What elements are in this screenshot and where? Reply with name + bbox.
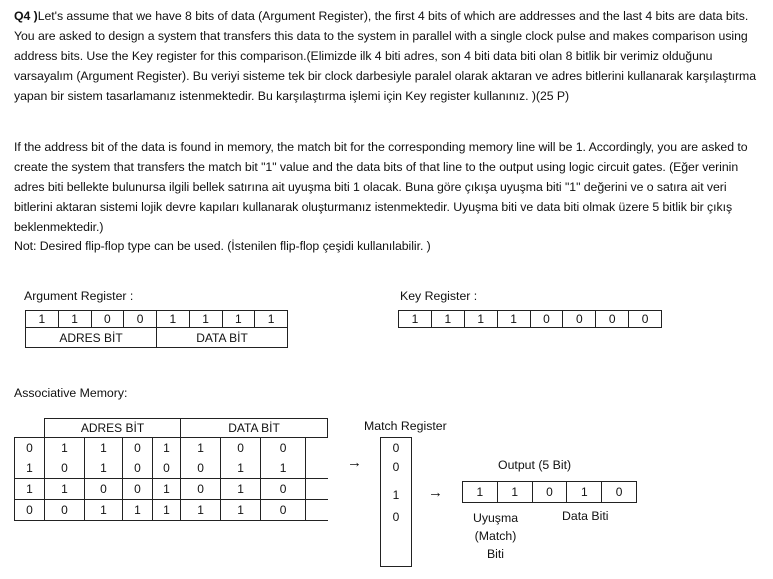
- argument-bit: 1: [157, 311, 190, 328]
- match-value: 1: [392, 488, 400, 502]
- match-value: 0: [392, 510, 400, 524]
- memory-data-header: DATA BİT: [181, 419, 328, 438]
- memory-flag-bit: 1: [15, 458, 45, 479]
- memory-bit: 0: [45, 500, 85, 521]
- argument-bit: 1: [222, 311, 255, 328]
- memory-flag-bit: 0: [15, 500, 45, 521]
- memory-bit: 1: [181, 500, 221, 521]
- memory-bit: 1: [181, 438, 221, 459]
- memory-bit: 0: [123, 479, 153, 500]
- memory-bit: 1: [221, 479, 261, 500]
- output-label: Output (5 Bit): [498, 458, 572, 472]
- question-paragraph-1: [14, 6, 762, 106]
- memory-bit: 1: [85, 500, 123, 521]
- memory-bit: 1: [221, 458, 261, 479]
- memory-bit: 1: [123, 500, 153, 521]
- argument-data-header: DATA BİT: [157, 328, 288, 348]
- key-bit: 0: [629, 311, 662, 328]
- match-to-output-arrow-icon: →: [428, 484, 443, 501]
- memory-row: [15, 479, 328, 500]
- memory-address-header: ADRES BİT: [45, 419, 181, 438]
- associative-memory-label: Associative Memory:: [14, 386, 128, 400]
- memory-row: [15, 458, 328, 479]
- output-bit: 0: [532, 482, 567, 503]
- memory-flag-bit: 0: [15, 438, 45, 459]
- key-bit: 0: [530, 311, 563, 328]
- output-bit: 0: [602, 482, 637, 503]
- memory-bit: 1: [85, 438, 123, 459]
- argument-bit: 0: [124, 311, 157, 328]
- data-bit-caption: Data Biti: [562, 509, 609, 523]
- memory-bit: 1: [153, 500, 181, 521]
- memory-bit: 0: [181, 458, 221, 479]
- memory-spacer: [306, 500, 328, 521]
- key-bit: 0: [596, 311, 629, 328]
- key-bit: 0: [563, 311, 596, 328]
- question-paragraph-2: If the address bit of the data is found in memory, the match bit for the corresponding memory line will be 1. Accordingly, you are asked to create the system that transfers the match bit "1" value and the data bits of that line to the output using logic circuit gates. (Eğer verinin adres biti bellekte bulunursa ilgili bellek satırına ait uyuşma biti 1 olacak. Buna göre çıkışa uyuşma biti "1" değerini ve o satıra ait veri bitlerini aktaran sistemi lojik devre kapıları kullanarak oluşturmanız istenmektedir. Uyuşma biti ve data biti olmak üzere 5 bitlik bir çıkış beklenmektedir.): [14, 140, 748, 234]
- memory-spacer: [306, 438, 328, 459]
- memory-row: [15, 438, 328, 459]
- memory-bit: 0: [123, 458, 153, 479]
- key-register-label: Key Register :: [400, 289, 478, 303]
- key-bit: 1: [464, 311, 497, 328]
- match-register-label: Match Register: [364, 419, 447, 433]
- output-bit: 1: [463, 482, 498, 503]
- argument-register-table: [25, 310, 288, 348]
- argument-register-label: Argument Register :: [24, 289, 134, 303]
- memory-bit: 1: [45, 438, 85, 459]
- memory-bit: 1: [45, 479, 85, 500]
- memory-bit: 0: [261, 500, 306, 521]
- memory-bit: 0: [261, 438, 306, 459]
- memory-bit: 0: [153, 458, 181, 479]
- memory-bit: 0: [85, 479, 123, 500]
- memory-bit: 0: [45, 458, 85, 479]
- memory-row: [15, 500, 328, 521]
- memory-bit: 0: [123, 438, 153, 459]
- question-note: Not: Desired flip-flop type can be used. (İstenilen flip-flop çeşidi kullanılabilir. ): [14, 239, 431, 253]
- associative-memory-table: [14, 418, 328, 521]
- memory-spacer: [306, 479, 328, 500]
- key-bit: 1: [399, 311, 432, 328]
- match-bit-caption: [458, 509, 533, 563]
- match-caption-line-1: Uyuşma: [472, 511, 519, 525]
- output-bit: 1: [497, 482, 532, 503]
- argument-bit: 1: [189, 311, 222, 328]
- key-bit: 1: [497, 311, 530, 328]
- memory-bit: 1: [221, 500, 261, 521]
- match-caption-line-3: Biti: [486, 547, 505, 561]
- memory-bit: 0: [221, 438, 261, 459]
- argument-bit: 1: [26, 311, 59, 328]
- memory-bit: 1: [153, 438, 181, 459]
- argument-bit: 1: [58, 311, 91, 328]
- memory-bit: 0: [181, 479, 221, 500]
- argument-address-header: ADRES BİT: [26, 328, 157, 348]
- memory-to-match-arrow-icon: →: [347, 454, 362, 471]
- memory-flag-bit: 1: [15, 479, 45, 500]
- key-bit: 1: [431, 311, 464, 328]
- match-register-column: [380, 437, 412, 567]
- argument-bit: 1: [255, 311, 288, 328]
- match-value: 0: [392, 460, 400, 474]
- question-number: Q4 ): [14, 9, 38, 23]
- memory-spacer: [306, 458, 328, 479]
- memory-bit: 1: [261, 458, 306, 479]
- memory-bit: 0: [261, 479, 306, 500]
- output-bit: 1: [567, 482, 602, 503]
- match-caption-line-2: (Match): [474, 529, 517, 543]
- argument-bit: 0: [91, 311, 124, 328]
- match-value: 0: [392, 441, 400, 455]
- memory-bit: 1: [153, 479, 181, 500]
- memory-bit: 1: [85, 458, 123, 479]
- output-table: [462, 481, 637, 503]
- key-register-table: [398, 310, 662, 328]
- question-body: Let's assume that we have 8 bits of data (Argument Register), the first 4 bits of which are addresses and the last 4 bits are data bits. You are asked to design a system that transfers this data to the system in parallel with a single clock pulse and makes comparison using address bits. Use the Key register for this comparison.(Elimizde ilk 4 biti adres, son 4 biti data biti olan 8 bitlik bir verimiz olduğunu varsayalım (Argument Register). Bu veriyi sisteme tek bir clock darbesiyle paralel olarak aktaran ve adres bitlerini kullanarak karşılaştırma yapan bir sistem tasarlamanız istenmektedir. Bu karşılaştırma işlemi için Key register kullanınız. )(25 P): [14, 9, 756, 103]
